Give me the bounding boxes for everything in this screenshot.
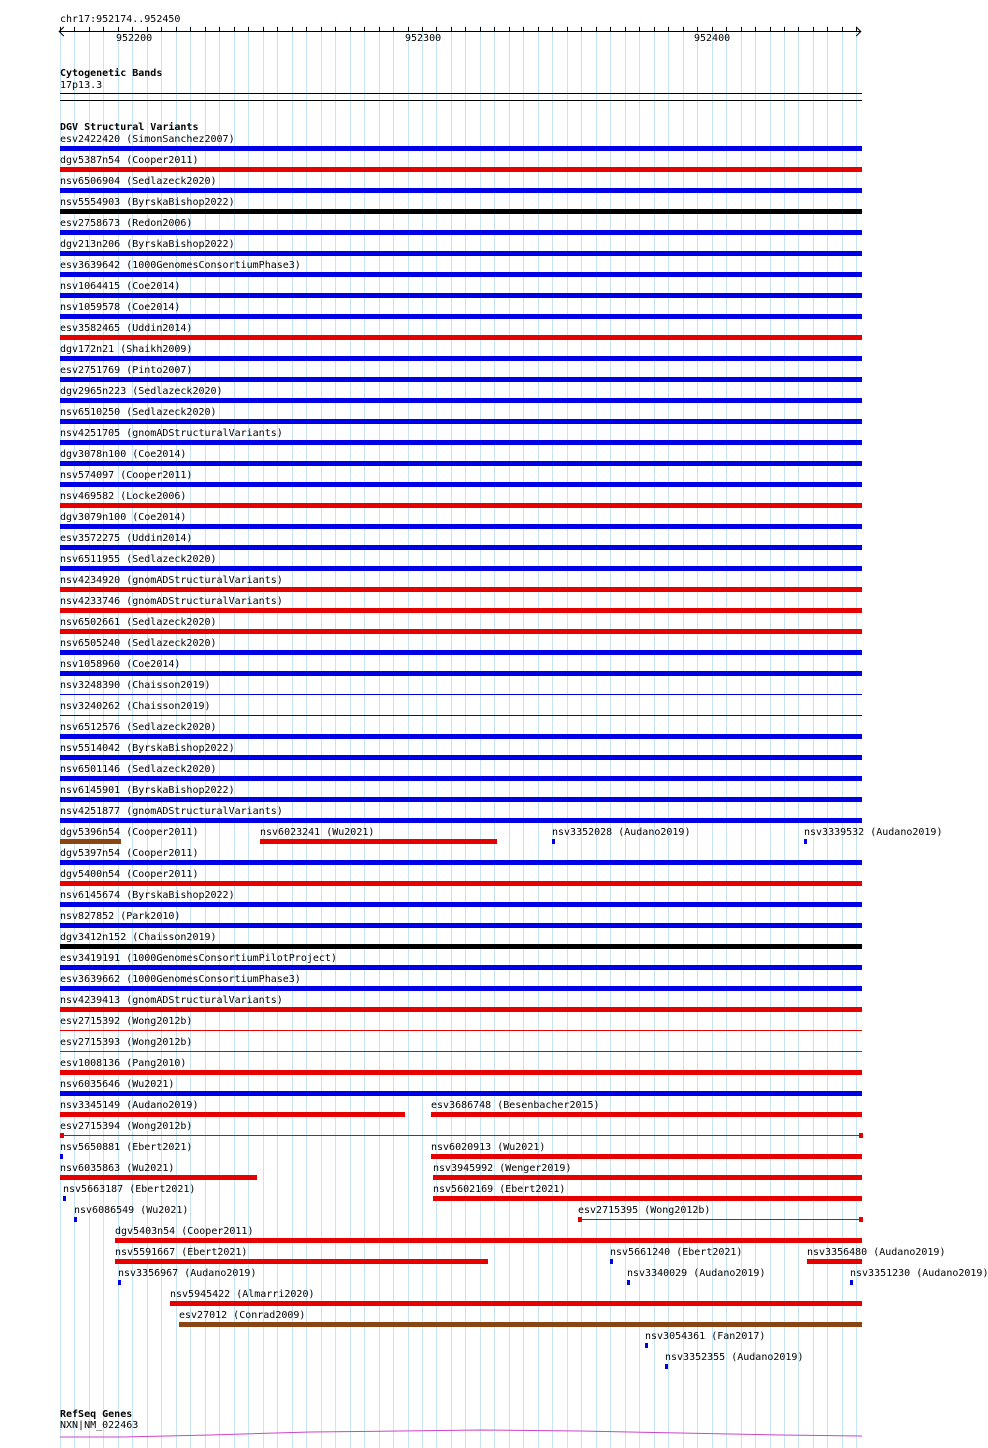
variant-bar[interactable] (60, 461, 862, 466)
variant-label[interactable]: esv2715393 (Wong2012b) (60, 1037, 193, 1048)
variant-bar[interactable] (578, 1219, 862, 1220)
variant-bar[interactable] (850, 1280, 853, 1285)
ruler-tick (234, 27, 235, 32)
variant-bar[interactable] (60, 272, 862, 277)
ruler-tick (118, 27, 119, 32)
variant-bar[interactable] (60, 188, 862, 193)
variant-bar[interactable] (60, 608, 862, 613)
variant-bar[interactable] (60, 398, 862, 403)
variant-bar[interactable] (60, 1175, 257, 1180)
ruler-tick (205, 27, 206, 32)
variant-label[interactable]: nsv6511955 (Sedlazeck2020) (60, 554, 217, 565)
variant-bar[interactable] (552, 839, 555, 844)
variant-label[interactable]: nsv5591667 (Ebert2021) (115, 1247, 248, 1258)
variant-label[interactable]: nsv1059578 (Coe2014) (60, 302, 181, 313)
variant-bar[interactable] (60, 335, 862, 340)
variant-bar[interactable] (60, 440, 862, 445)
variant-label[interactable]: dgv5400n54 (Cooper2011) (60, 869, 199, 880)
ruler (0, 0, 890, 60)
variant-label[interactable]: nsv3356967 (Audano2019) (118, 1268, 257, 1279)
ruler-tick (813, 27, 814, 32)
ruler-tick (465, 27, 466, 32)
variant-label[interactable]: nsv5650881 (Ebert2021) (60, 1142, 193, 1153)
ruler-tick (364, 27, 365, 32)
variant-bar[interactable] (610, 1259, 613, 1264)
variant-label[interactable]: dgv3412n152 (Chaisson2019) (60, 932, 217, 943)
ruler-tick (770, 27, 771, 32)
ruler-tick (654, 27, 655, 32)
variant-bar[interactable] (60, 545, 862, 550)
variant-bar[interactable] (60, 503, 862, 508)
variant-bar[interactable] (60, 881, 862, 886)
variant-bar[interactable] (60, 314, 862, 319)
variant-bar[interactable] (179, 1322, 862, 1327)
variant-label[interactable]: nsv5945422 (Almarri2020) (170, 1289, 315, 1300)
ruler-tick (60, 27, 61, 32)
variant-label[interactable]: nsv6501146 (Sedlazeck2020) (60, 764, 217, 775)
variant-label[interactable]: esv2422420 (SimonSanchez2007) (60, 134, 235, 145)
variant-label[interactable]: nsv6145674 (ByrskaBishop2022) (60, 890, 235, 901)
variant-bar[interactable] (645, 1343, 648, 1348)
ruler-tick (248, 27, 249, 32)
variant-label[interactable]: dgv3078n100 (Coe2014) (60, 449, 187, 460)
variant-label[interactable]: esv2715394 (Wong2012b) (60, 1121, 193, 1132)
ruler-tick (436, 27, 437, 32)
variant-cap (859, 1133, 863, 1138)
variant-bar[interactable] (431, 1112, 862, 1117)
variant-label[interactable]: nsv5661240 (Ebert2021) (610, 1247, 743, 1258)
variant-label[interactable]: nsv6023241 (Wu2021) (260, 827, 375, 838)
variant-cap (859, 1217, 863, 1222)
variant-bar[interactable] (60, 818, 862, 823)
variant-label[interactable]: esv2758673 (Redon2006) (60, 218, 193, 229)
ruler-tick (103, 27, 104, 32)
variant-label[interactable]: esv3582465 (Uddin2014) (60, 323, 193, 334)
variant-bar[interactable] (60, 1112, 405, 1117)
cytoband-track-title[interactable]: Cytogenetic Bands (60, 68, 163, 79)
variant-bar[interactable] (60, 1154, 63, 1159)
variant-label[interactable]: nsv3352355 (Audano2019) (665, 1352, 804, 1363)
variant-bar[interactable] (60, 251, 862, 256)
variant-cap (60, 1133, 64, 1138)
variant-label[interactable]: nsv6035863 (Wu2021) (60, 1163, 175, 1174)
ruler-tick (683, 27, 684, 32)
variant-label[interactable]: dgv5396n54 (Cooper2011) (60, 827, 199, 838)
variant-label[interactable]: esv2715395 (Wong2012b) (578, 1205, 711, 1216)
variant-label[interactable]: nsv5554903 (ByrskaBishop2022) (60, 197, 235, 208)
variant-label[interactable]: esv27012 (Conrad2009) (179, 1310, 306, 1321)
variant-label[interactable]: nsv469582 (Locke2006) (60, 491, 187, 502)
variant-label[interactable]: nsv3339532 (Audano2019) (804, 827, 943, 838)
variant-bar[interactable] (60, 377, 862, 382)
variant-bar[interactable] (60, 902, 862, 907)
variant-bar[interactable] (60, 734, 862, 739)
variant-label[interactable]: nsv827852 (Park2010) (60, 911, 181, 922)
variant-label[interactable]: nsv4251705 (gnomADStructuralVariants) (60, 428, 283, 439)
variant-bar[interactable] (60, 1030, 862, 1031)
ruler-tick (726, 27, 727, 32)
variant-label[interactable]: esv2751769 (Pinto2007) (60, 365, 193, 376)
variant-label[interactable]: dgv3079n100 (Coe2014) (60, 512, 187, 523)
ruler-tick (842, 27, 843, 32)
ruler-tick (596, 27, 597, 32)
variant-bar[interactable] (60, 650, 862, 655)
ruler-tick (697, 27, 698, 32)
cytoband-label: 17p13.3 (60, 80, 103, 91)
variant-bar[interactable] (60, 629, 862, 634)
ruler-tick (74, 27, 75, 32)
variant-label[interactable]: dgv5403n54 (Cooper2011) (115, 1226, 254, 1237)
ruler-tick (610, 27, 611, 32)
variant-label[interactable]: dgv5387n54 (Cooper2011) (60, 155, 199, 166)
variant-bar[interactable] (60, 293, 862, 298)
ruler-axis (60, 31, 860, 32)
variant-bar[interactable] (60, 986, 862, 991)
variant-bar[interactable] (60, 755, 862, 760)
variant-label[interactable]: esv2715392 (Wong2012b) (60, 1016, 193, 1027)
variant-bar[interactable] (60, 923, 862, 928)
variant-bar[interactable] (807, 1259, 862, 1264)
ruler-tick (335, 27, 336, 32)
variant-label[interactable]: nsv3340029 (Audano2019) (627, 1268, 766, 1279)
variant-label[interactable]: esv3572275 (Uddin2014) (60, 533, 193, 544)
variant-label[interactable]: nsv6505240 (Sedlazeck2020) (60, 638, 217, 649)
variant-bar[interactable] (60, 566, 862, 571)
ruler-tick (827, 27, 828, 32)
ruler-tick (494, 27, 495, 32)
variant-bar[interactable] (433, 1196, 862, 1201)
variant-label[interactable]: nsv6510250 (Sedlazeck2020) (60, 407, 217, 418)
ruler-tick (176, 27, 177, 32)
gene-model[interactable] (60, 1425, 862, 1445)
ruler-tick (798, 27, 799, 32)
variant-bar[interactable] (115, 1259, 488, 1264)
ruler-tick (552, 27, 553, 32)
variant-label[interactable]: nsv4239413 (gnomADStructuralVariants) (60, 995, 283, 1006)
variant-label[interactable]: nsv6502661 (Sedlazeck2020) (60, 617, 217, 628)
variant-label[interactable]: nsv5514042 (ByrskaBishop2022) (60, 743, 235, 754)
variant-bar[interactable] (431, 1154, 862, 1159)
variant-bar[interactable] (60, 1051, 862, 1052)
variant-bar[interactable] (60, 482, 862, 487)
cytoband-bar[interactable] (60, 93, 862, 94)
variant-label[interactable]: nsv6506904 (Sedlazeck2020) (60, 176, 217, 187)
ruler-tick (132, 27, 133, 32)
variant-label[interactable]: nsv4233746 (gnomADStructuralVariants) (60, 596, 283, 607)
variant-label[interactable]: nsv6020913 (Wu2021) (431, 1142, 546, 1153)
ruler-tick (350, 27, 351, 32)
variant-label[interactable]: dgv172n21 (Shaikh2009) (60, 344, 193, 355)
ruler-tick-label: 952300 (405, 33, 442, 44)
variant-cap (578, 1217, 582, 1222)
ruler-tick (306, 27, 307, 32)
ruler-tick (161, 27, 162, 32)
variant-label[interactable]: esv3639662 (1000GenomesConsortiumPhase3) (60, 974, 301, 985)
variant-label[interactable]: esv3419191 (1000GenomesConsortiumPilotProject) (60, 953, 337, 964)
ruler-tick (422, 27, 423, 32)
ruler-tick (567, 27, 568, 32)
variant-label[interactable]: nsv574097 (Cooper2011) (60, 470, 193, 481)
ruler-tick (523, 27, 524, 32)
ruler-tick (480, 27, 481, 32)
variant-bar[interactable] (60, 419, 862, 424)
variant-bar[interactable] (60, 797, 862, 802)
variant-bar[interactable] (63, 1196, 66, 1201)
variant-bar[interactable] (433, 1175, 862, 1180)
ruler-position: chr17:952174..952450 (60, 14, 181, 25)
variant-bar[interactable] (60, 694, 862, 695)
ruler-tick (393, 27, 394, 32)
ruler-tick-label: 952400 (694, 33, 731, 44)
ruler-tick-label: 952200 (116, 33, 153, 44)
variant-label[interactable]: nsv3054361 (Fan2017) (645, 1331, 766, 1342)
variant-label[interactable]: nsv6035646 (Wu2021) (60, 1079, 175, 1090)
variant-label[interactable]: nsv1064415 (Coe2014) (60, 281, 181, 292)
variant-bar[interactable] (60, 715, 862, 716)
variant-bar[interactable] (60, 1070, 862, 1075)
ruler-tick (321, 27, 322, 32)
ruler-tick (712, 27, 713, 32)
gene-label[interactable]: NXN|NM_022463 (60, 1420, 139, 1431)
ruler-tick (292, 27, 293, 32)
variant-label[interactable]: nsv3352028 (Audano2019) (552, 827, 691, 838)
ruler-tick (668, 27, 669, 32)
variant-label[interactable]: nsv3248390 (Chaisson2019) (60, 680, 211, 691)
ruler-tick (451, 27, 452, 32)
ruler-tick (784, 27, 785, 32)
variant-bar[interactable] (627, 1280, 630, 1285)
variant-bar[interactable] (118, 1280, 121, 1285)
variant-label[interactable]: esv3686748 (Besenbacher2015) (431, 1100, 600, 1111)
variant-bar[interactable] (60, 356, 862, 361)
ruler-tick (509, 27, 510, 32)
variant-bar[interactable] (804, 839, 807, 844)
ruler-tick (639, 27, 640, 32)
variant-label[interactable]: nsv3945992 (Wenger2019) (433, 1163, 572, 1174)
variant-label[interactable]: nsv1058960 (Coe2014) (60, 659, 181, 670)
refseq-track-title[interactable]: RefSeq Genes (60, 1409, 133, 1420)
ruler-tick (190, 27, 191, 32)
variant-bar[interactable] (665, 1364, 668, 1369)
variant-bar[interactable] (60, 1091, 862, 1096)
variant-bar[interactable] (60, 671, 862, 676)
ruler-tick (856, 27, 857, 32)
variant-bar[interactable] (60, 167, 862, 172)
ruler-tick (755, 27, 756, 32)
ruler-tick (89, 27, 90, 32)
variant-bar[interactable] (60, 944, 862, 949)
variant-bar[interactable] (60, 146, 862, 151)
variant-label[interactable]: nsv6512576 (Sedlazeck2020) (60, 722, 217, 733)
variant-label[interactable]: nsv6145901 (ByrskaBishop2022) (60, 785, 235, 796)
dgv-track-title[interactable]: DGV Structural Variants (60, 122, 199, 133)
variant-label[interactable]: nsv3240262 (Chaisson2019) (60, 701, 211, 712)
variant-label[interactable]: nsv3345149 (Audano2019) (60, 1100, 199, 1111)
variant-label[interactable]: nsv4251877 (gnomADStructuralVariants) (60, 806, 283, 817)
variant-bar[interactable] (60, 776, 862, 781)
variant-bar[interactable] (60, 524, 862, 529)
variant-label[interactable]: nsv5602169 (Ebert2021) (433, 1184, 566, 1195)
variant-label[interactable]: nsv3351230 (Audano2019) (850, 1268, 988, 1279)
variant-label[interactable]: esv3639642 (1000GenomesConsortiumPhase3) (60, 260, 301, 271)
variant-label[interactable]: dgv213n206 (ByrskaBishop2022) (60, 239, 235, 250)
variant-bar[interactable] (60, 860, 862, 865)
ruler-tick (538, 27, 539, 32)
variant-bar[interactable] (60, 209, 862, 214)
variant-label[interactable]: nsv5663187 (Ebert2021) (63, 1184, 196, 1195)
variant-label[interactable]: dgv5397n54 (Cooper2011) (60, 848, 199, 859)
variant-label[interactable]: nsv4234920 (gnomADStructuralVariants) (60, 575, 283, 586)
variant-label[interactable]: esv1008136 (Pang2010) (60, 1058, 187, 1069)
variant-bar[interactable] (115, 1238, 862, 1243)
ruler-tick (263, 27, 264, 32)
variant-label[interactable]: dgv2965n223 (Sedlazeck2020) (60, 386, 223, 397)
variant-label[interactable]: nsv3356480 (Audano2019) (807, 1247, 946, 1258)
variant-label[interactable]: nsv6086549 (Wu2021) (74, 1205, 189, 1216)
variant-bar[interactable] (60, 587, 862, 592)
variant-bar[interactable] (60, 230, 862, 235)
ruler-tick (277, 27, 278, 32)
variant-bar[interactable] (170, 1301, 862, 1306)
ruler-tick (219, 27, 220, 32)
ruler-tick (581, 27, 582, 32)
ruler-tick (147, 27, 148, 32)
variant-bar[interactable] (74, 1217, 77, 1222)
ruler-tick (625, 27, 626, 32)
variant-bar[interactable] (60, 839, 121, 844)
track-divider (60, 100, 862, 101)
variant-bar[interactable] (60, 1135, 862, 1136)
ruler-tick (379, 27, 380, 32)
variant-bar[interactable] (60, 965, 862, 970)
ruler-tick (408, 27, 409, 32)
ruler-tick (741, 27, 742, 32)
variant-bar[interactable] (260, 839, 497, 844)
variant-bar[interactable] (60, 1007, 862, 1012)
